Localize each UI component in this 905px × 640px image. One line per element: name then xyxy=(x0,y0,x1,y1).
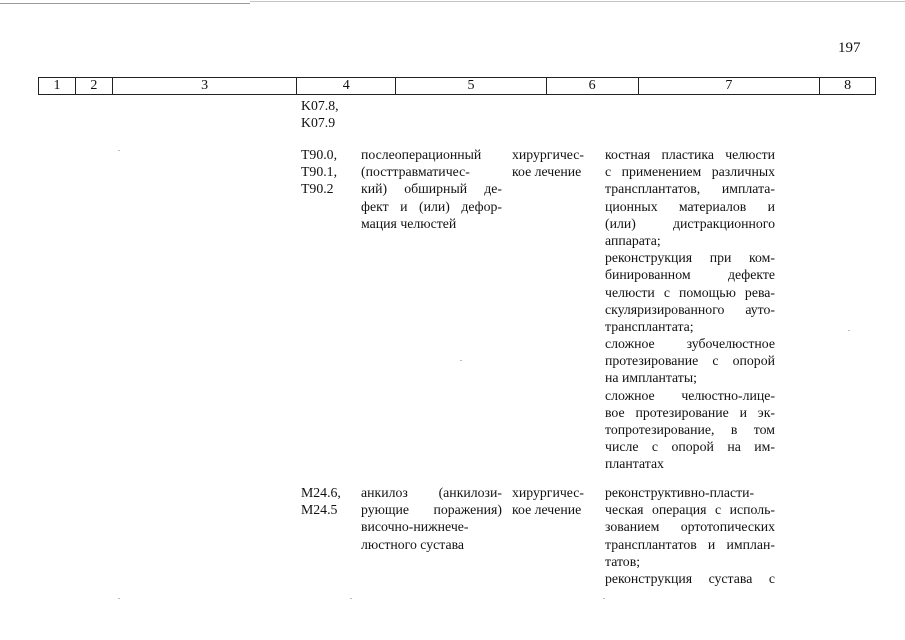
code-line: T90.1, xyxy=(301,164,338,180)
treatment-line: хирургичес- xyxy=(512,485,584,500)
treatment-line: кое лечение xyxy=(512,502,582,518)
method-line: на имплантаты; xyxy=(605,370,697,386)
method-line: трансплантатов и имплан- xyxy=(605,536,775,552)
scan-speck xyxy=(118,598,120,599)
condition-line: кий) обширный де- xyxy=(361,181,502,197)
method-line: трансплантата; xyxy=(605,318,694,334)
header-col-3: 3 xyxy=(113,78,298,94)
row1-condition xyxy=(361,146,502,232)
code-line: T90.2 xyxy=(301,181,334,197)
scan-speck xyxy=(460,360,462,361)
header-col-1: 1 xyxy=(39,78,76,94)
condition-line: рующие поражения) xyxy=(361,502,502,518)
row2-method xyxy=(605,484,775,587)
row1-treatment xyxy=(512,146,592,180)
scan-speck xyxy=(350,598,352,599)
method-line: аппарата; xyxy=(605,232,661,248)
treatment-line: кое лечение xyxy=(512,164,582,180)
condition-line: люстного сустава xyxy=(361,536,465,552)
scan-edge-line xyxy=(0,3,250,4)
method-line: протезирование с опорой xyxy=(605,353,775,369)
method-line: сложное зубочелюстное xyxy=(605,336,775,352)
continuation-codes xyxy=(301,97,339,131)
method-line: топротезирование, в том xyxy=(605,422,775,437)
method-line: скуляризированного ауто- xyxy=(605,301,775,317)
header-col-7: 7 xyxy=(639,78,821,94)
method-line: трансплантатов, имплата- xyxy=(605,181,775,197)
row1-codes xyxy=(301,146,337,198)
method-line: числе с опорой на им- xyxy=(605,439,775,455)
condition-line: (посттравматичес- xyxy=(361,164,470,180)
condition-line: анкилоз (анкилози- xyxy=(361,485,502,500)
method-line: с применением различных xyxy=(605,164,775,180)
method-line: реконструкция при ком- xyxy=(605,250,775,266)
method-line: реконструктивно-пласти- xyxy=(605,485,755,500)
method-line: плантатах xyxy=(605,456,664,472)
header-col-6: 6 xyxy=(547,78,639,94)
table-header-row xyxy=(38,77,876,95)
method-line: челюсти с помощью рева- xyxy=(605,284,775,300)
method-line: зованием ортотопических xyxy=(605,519,775,535)
row2-treatment xyxy=(512,484,592,518)
row2-codes xyxy=(301,484,341,518)
method-line: (или) дистракционного xyxy=(605,215,775,231)
scan-speck xyxy=(603,598,605,599)
method-line: сложное челюстно-лице- xyxy=(605,387,775,403)
scan-edge-line xyxy=(250,1,905,2)
header-col-2: 2 xyxy=(76,78,113,94)
code-line: K07.9 xyxy=(301,115,336,131)
condition-line: фект и (или) дефор- xyxy=(361,198,502,214)
code-line: M24.5 xyxy=(301,502,338,518)
page-number: 197 xyxy=(838,40,861,56)
treatment-line: хирургичес- xyxy=(512,147,584,162)
row2-condition xyxy=(361,484,502,553)
code-line: T90.0, xyxy=(301,147,338,162)
row1-method xyxy=(605,146,775,473)
method-line: бинированном дефекте xyxy=(605,267,775,283)
method-line: ционных материалов и xyxy=(605,198,775,214)
header-col-5: 5 xyxy=(396,78,547,94)
method-line: костная пластика челюсти xyxy=(605,147,775,162)
code-line: M24.6, xyxy=(301,485,341,500)
condition-line: послеоперационный xyxy=(361,147,482,162)
condition-line: височно-нижнече- xyxy=(361,519,469,535)
scan-speck xyxy=(118,150,120,151)
scan-speck xyxy=(848,330,850,331)
code-line: K07.8, xyxy=(301,98,339,113)
condition-line: мация челюстей xyxy=(361,215,457,231)
method-line: ческая операция с исполь- xyxy=(605,502,775,518)
header-col-8: 8 xyxy=(844,78,852,93)
method-line: реконструкция сустава с xyxy=(605,570,775,586)
header-col-4: 4 xyxy=(297,78,396,94)
method-line: татов; xyxy=(605,553,641,569)
method-line: вое протезирование и эк- xyxy=(605,404,775,420)
